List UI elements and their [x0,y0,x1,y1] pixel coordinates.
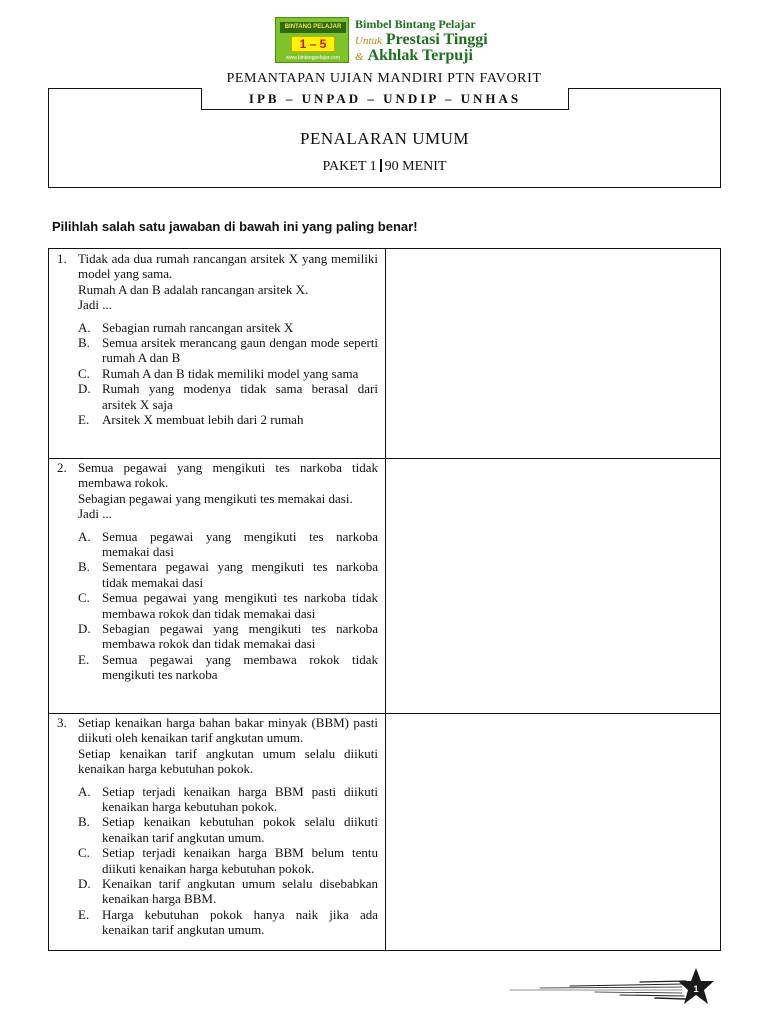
logo-badge-number: 1 – 5 [291,36,335,52]
answer-option-c [78,366,378,381]
option-text: Sementara pegawai yang mengikuti tes narkoba tidak memakai dasi [102,559,378,590]
bimbel-logo [275,17,515,65]
option-text: Sebagian pegawai yang mengikuti tes narkoba membawa rokok dan tidak memakai dasi [102,621,378,652]
option-text: Semua arsitek merancang gaun dengan mode seperti rumah A dan B [102,335,378,366]
answer-option-b [78,559,378,590]
option-letter: C. [78,590,90,606]
logo-tagline-2 [355,47,473,66]
option-letter: B. [78,335,90,351]
question-number: 2. [57,460,67,475]
logo-brand-name: Bimbel Bintang Pelajar [355,17,476,31]
logo-tagline-1-main: Prestasi Tinggi [385,31,488,48]
option-text: Rumah A dan B tidak memiliki model yang sama [102,365,359,381]
answer-option-e [78,907,378,938]
option-letter: A. [78,319,91,335]
paket-label: PAKET 1 [322,159,377,174]
question-stem-line: Setiap kenaikan tarif angkutan umum selalu diikuti kenaikan harga kebutuhan pokok. [78,745,378,777]
university-list: IPB – UNPAD – UNDIP – UNHAS [201,88,569,110]
answer-option-d [78,876,378,907]
logo-tagline-2-prefix: & [355,51,364,63]
option-text: Setiap terjadi kenaikan harga BBM belum tentu diikuti kenaikan harga kebutuhan pokok. [102,845,378,876]
question-stem-line: Semua pegawai yang mengikuti tes narkoba tidak membawa rokok. [78,460,378,491]
option-letter: E. [78,906,90,922]
option-letter: A. [78,783,91,799]
logo-tagline-1-prefix: Untuk [355,35,382,47]
option-letter: D. [78,381,91,397]
option-text: Semua pegawai yang mengikuti tes narkoba tidak membawa rokok dan tidak memakai dasi [102,590,378,621]
question-stem-line: Jadi ... [78,297,112,313]
option-text: Harga kebutuhan pokok hanya naik jika ada kenaikan tarif angkutan umum. [102,906,378,938]
answer-option-c [78,845,378,876]
option-text: Semua pegawai yang membawa rokok tidak mengikuti tes narkoba [102,651,378,683]
option-letter: E. [78,651,90,667]
option-text: Semua pegawai yang mengikuti tes narkoba memakai dasi [102,528,378,560]
duration-label: 90 MENIT [384,159,447,174]
answer-option-e [78,412,378,427]
option-letter: B. [78,814,90,830]
subject-title: PENALARAN UMUM [300,129,469,148]
logo-badge-url: www.bintangpelajar.com [286,55,340,61]
question-stem-line: Setiap kenaikan harga bahan bakar minyak (BBM) pasti diikuti oleh kenaikan tarif angkutan umum. [78,715,378,746]
answer-option-d [78,381,378,412]
question-body [78,460,378,683]
option-text: Rumah yang modenya tidak sama berasal dari arsitek X saja [102,381,378,412]
answer-options [78,529,378,683]
option-letter: D. [78,621,91,637]
answer-option-a [78,529,378,560]
option-letter: B. [78,559,90,575]
answer-option-b [78,814,378,845]
option-text: Setiap kenaikan kebutuhan pokok selalu diikuti kenaikan tarif angkutan umum. [102,814,378,845]
option-letter: A. [78,528,91,544]
row-divider [49,458,720,459]
program-title: PEMANTAPAN UJIAN MANDIRI PTN FAVORIT [226,71,542,86]
question-number: 3. [57,715,67,730]
logo-badge-emblem [275,17,349,63]
question-table [48,248,721,951]
question-stem-line: Tidak ada dua rumah rancangan arsitek X yang memiliki model yang sama. [78,251,378,282]
row-divider [49,713,720,714]
logo-tagline-2-main: Akhlak Terpuji [367,47,473,64]
option-text: Arsitek X membuat lebih dari 2 rumah [102,412,304,428]
option-letter: C. [78,365,90,381]
question-stem-line: Rumah A dan B adalah rancangan arsitek X. [78,281,309,297]
paket-separator [380,159,382,172]
exam-header-box [48,88,721,188]
star-trail [510,981,686,999]
option-text: Sebagian rumah rancangan arsitek X [102,319,294,335]
option-text: Kenaikan tarif angkutan umum selalu disebabkan kenaikan harga BBM. [102,876,378,907]
question-number: 1. [57,251,67,266]
question-stem-line: Jadi ... [78,506,112,522]
paket-info [49,159,720,175]
option-letter: C. [78,845,90,861]
option-letter: D. [78,876,91,892]
logo-badge-title: BINTANG PELAJAR [280,22,346,33]
answer-options [78,784,378,938]
page-number: 1 [693,984,699,994]
answer-option-c [78,590,378,621]
option-text: Setiap terjadi kenaikan harga BBM pasti diikuti kenaikan harga kebutuhan pokok. [102,783,378,815]
answer-option-d [78,621,378,652]
answer-option-a [78,320,378,335]
answer-option-e [78,652,378,683]
question-body [78,251,378,427]
answer-option-b [78,335,378,366]
page-number-star-icon [500,964,720,1014]
question-body [78,715,378,938]
option-letter: E. [78,412,90,428]
column-divider [385,249,386,950]
answer-option-a [78,784,378,815]
instruction-text: Pilihlah salah satu jawaban di bawah ini yang paling benar! [52,219,418,234]
question-stem-line: Sebagian pegawai yang mengikuti tes memakai dasi. [78,490,353,506]
answer-options [78,320,378,428]
